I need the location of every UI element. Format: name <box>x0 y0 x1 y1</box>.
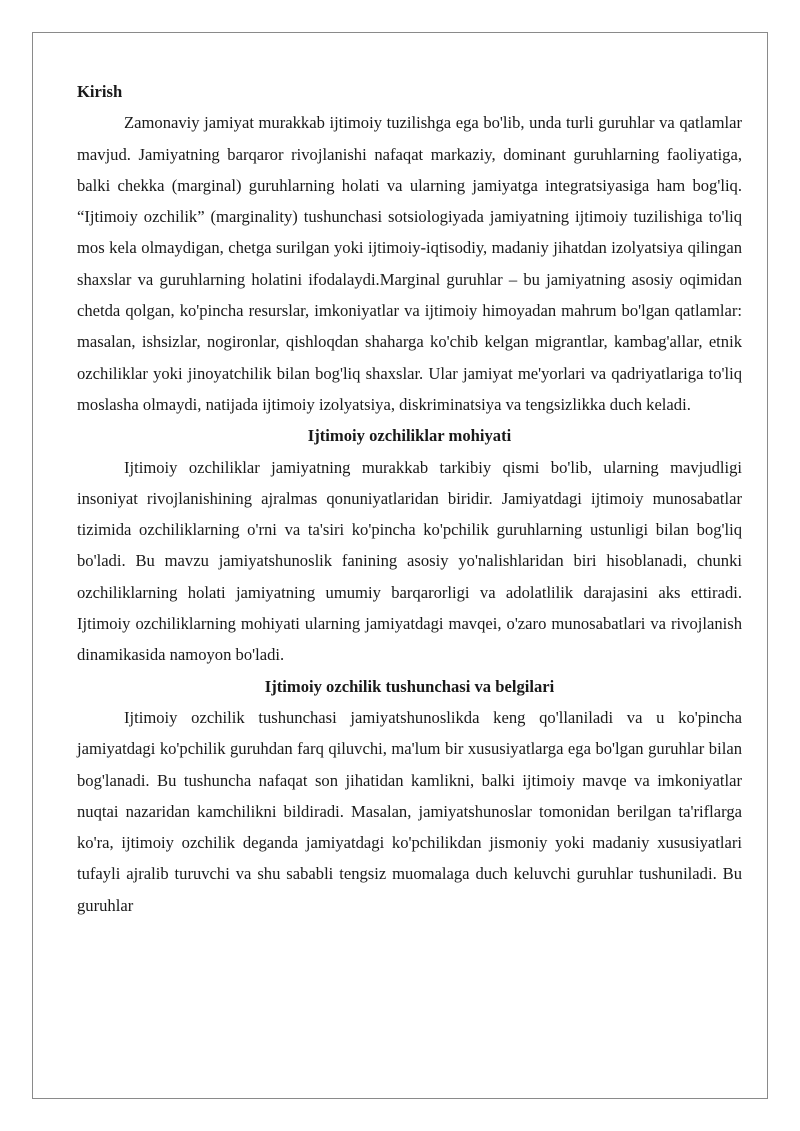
section-heading-concept: Ijtimoiy ozchilik tushunchasi va belgilari <box>264 676 555 696</box>
intro-paragraph: Zamonaviy jamiyat murakkab ijtimoiy tuzilishga ega bo'lib, unda turli guruhlar va qatlamlar mavjud. Jamiyatning barqaror rivojlanishi nafaqat markaziy, dominant guruhlarning faoliyatiga, balki chekka (marginal) guruhlarning holati va ularning jamiyatga integratsiyasiga ham bog'liq. “Ijtimoiy ozchilik” (marginality) tushunchasi sotsiologiyada jamiyatning ijtimoiy tuzilishiga to'liq mos kela olmaydigan, chetga surilgan yoki ijtimoiy-iqtisodiy, madaniy jihatdan izolyatsiya qilingan shaxslar va guruhlarning holatini ifodalaydi.Marginal guruhlar – bu jamiyatning asosiy oqimidan chetda qolgan, ko'pincha resurslar, imkoniyatlar va ijtimoiy himoyadan mahrum bo'lgan qatlamlar: masalan, ishsizlar, nogironlar, qishloqdan shaharga ko'chib kelgan migrantlar, kambag'allar, etnik ozchiliklar yoki jinoyatchilik bilan bog'liq shaxslar. Ular jamiyat me'yorlari va qadriyatlariga to'liq moslasha olmaydi, natijada ijtimoiy izolyatsiya, diskriminatsiya va tengsizlikka duch keladi. <box>77 113 742 414</box>
section-heading-essence: Ijtimoiy ozchiliklar mohiyati <box>307 426 512 446</box>
concept-paragraph: Ijtimoiy ozchilik tushunchasi jamiyatshunoslikda keng qo'llaniladi va u ko'pincha jamiyatdagi ko'pchilik guruhdan farq qiluvchi, ma'lum bir xususiyatlarga ega bo'lgan guruhlar bilan bog'lanadi. Bu tushuncha nafaqat son jihatidan kamlikni, balki ijtimoiy mavqe va imkoniyatlar nuqtai nazaridan kamchilikni bildiradi. Masalan, jamiyatshunoslar tomonidan berilgan ta'riflarga ko'ra, ijtimoiy ozchilik deganda jamiyatdagi ko'pchilikdan jismoniy yoki madaniy xususiyatlari tufayli ajralib turuvchi va shu sababli tengsiz muomalaga duch keluvchi guruhlar tushuniladi. Bu guruhlar <box>77 707 742 915</box>
essence-paragraph: Ijtimoiy ozchiliklar jamiyatning murakkab tarkibiy qismi bo'lib, ularning mavjudligi insoniyat rivojlanishining ajralmas qonuniyatlaridan biridir. Jamiyatdagi ijtimoiy munosabatlar tizimida ozchiliklarning o'rni va ta'siri ko'pincha ko'pchilik guruhlarning ustunligi bilan bog'liq bo'ladi. Bu mavzu jamiyatshunoslik fanining asosiy yo'nalishlaridan biri hisoblanadi, chunki ozchiliklarning holati jamiyatning umumiy barqarorligi va adolatlilik darajasini aks ettiradi. Ijtimoiy ozchiliklarning mohiyati ularning jamiyatdagi mavqei, o'zaro munosabatlari va rivojlanish dinamikasida namoyon bo'ladi. <box>77 457 742 665</box>
intro-label: Kirish <box>77 82 123 101</box>
document-body <box>77 76 742 921</box>
